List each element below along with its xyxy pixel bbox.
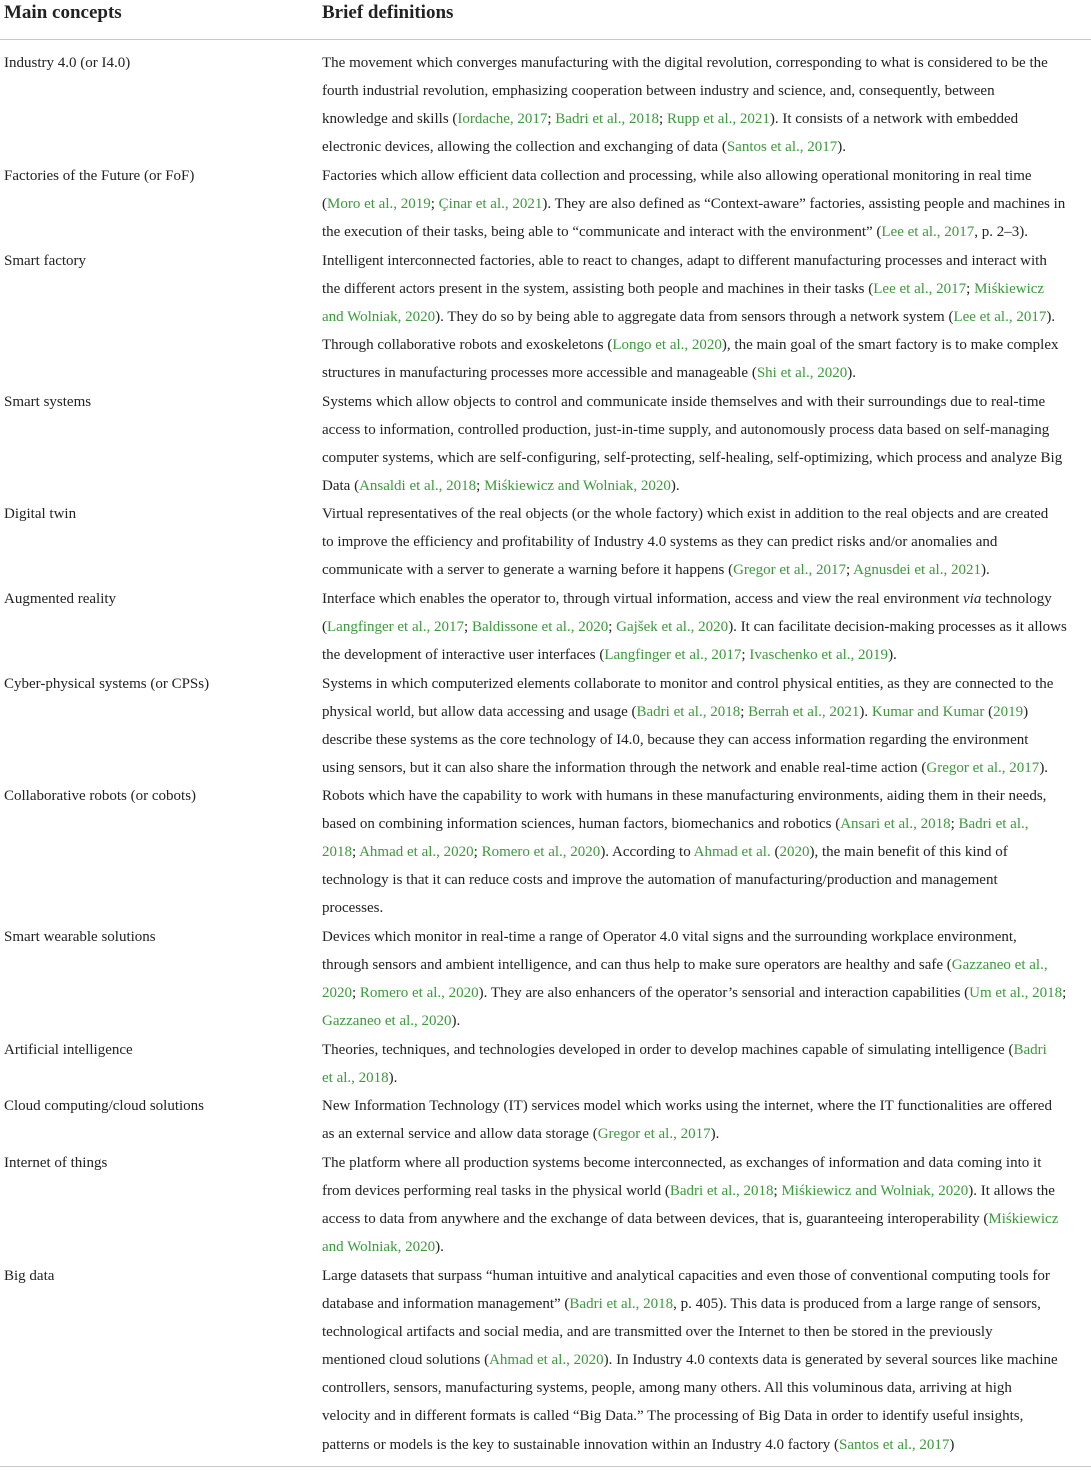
definition-line bbox=[322, 388, 1087, 416]
definition-line bbox=[322, 500, 1087, 528]
definition-line bbox=[322, 782, 1087, 810]
citation-link[interactable]: Langfinger et al., 2017 bbox=[327, 619, 465, 636]
citation-link[interactable]: Santos et al., 2017 bbox=[726, 139, 838, 156]
definition-line bbox=[322, 754, 1087, 782]
definition-line bbox=[322, 1318, 1087, 1346]
concept-cell: Cyber-physical systems (or CPSs) bbox=[4, 676, 210, 692]
definition-text: ). In Industry 4.0 contexts data is generated by several sources like machine bbox=[603, 1352, 1058, 1369]
definition-text: Through collaborative robots and exoskeletons ( bbox=[322, 337, 613, 354]
definition-line bbox=[322, 1402, 1087, 1430]
definition-line bbox=[322, 472, 1087, 500]
definition-text: ; bbox=[476, 478, 485, 495]
concept-cell: Internet of things bbox=[4, 1155, 108, 1171]
definition-line bbox=[322, 613, 1087, 641]
definition-line bbox=[322, 49, 1087, 77]
definition-text: ). bbox=[888, 647, 897, 664]
definition-text: database and information management” ( bbox=[322, 1296, 570, 1313]
definition-line bbox=[322, 444, 1087, 472]
definition-text: ). bbox=[1039, 760, 1049, 777]
definition-text: through sensors and ambient intelligence, and can thus help to make sure operators are healthy and safe ( bbox=[322, 957, 952, 974]
definition-line bbox=[322, 641, 1087, 669]
definition-text: ; bbox=[950, 816, 959, 833]
definition-text: fourth industrial revolution, emphasizing cooperation between industry and science, and, consequently, between bbox=[322, 83, 995, 100]
definition-text: ). bbox=[388, 1070, 398, 1087]
definition-text: New Information Technology (IT) services model which works using the internet, where the IT functionalities are offered bbox=[322, 1098, 1052, 1114]
definition-text: ). bbox=[451, 1013, 461, 1030]
definition-line bbox=[322, 923, 1087, 951]
definition-text: ; bbox=[547, 111, 556, 128]
concept-cell: Smart systems bbox=[4, 394, 92, 410]
definition-text: ). bbox=[847, 365, 856, 382]
definition-line bbox=[322, 303, 1087, 331]
concept-cell: Factories of the Future (or FoF) bbox=[4, 168, 195, 184]
definition-text: Systems which allow objects to control and communicate inside themselves and with their surroundings due to real-time bbox=[322, 394, 1046, 410]
citation-link[interactable]: Ahmad et al. bbox=[693, 844, 771, 861]
definition-line bbox=[322, 275, 1087, 303]
definition-text: to improve the efficiency and profitability of Industry 4.0 systems as they can predict risks and/or anomalies and bbox=[322, 534, 998, 551]
definition-text: access to information, controlled production, just-in-time supply, and autonomously process data based on self-managing bbox=[322, 422, 1050, 439]
definition-text: patterns or models is the key to sustainable innovation within an Industry 4.0 factory ( bbox=[322, 1436, 839, 1453]
table-bottom-rule bbox=[0, 1466, 1091, 1467]
definition-text: ). It consists of a network with embedded bbox=[769, 111, 1019, 128]
citation-link[interactable]: Ansaldi et al., 2018 bbox=[359, 478, 477, 495]
definition-line bbox=[322, 247, 1087, 275]
definition-text: ). bbox=[670, 478, 680, 495]
citation-link[interactable]: Shi et al., 2020 bbox=[756, 365, 848, 382]
citation-link[interactable]: Baldissone et al., 2020 bbox=[471, 619, 609, 636]
definition-text: Systems in which computerized elements collaborate to monitor and control physical entities, as they are connected to the bbox=[322, 676, 1054, 692]
definition-text: processes. bbox=[322, 900, 384, 917]
definition-text: , p. 2–3). bbox=[974, 224, 1029, 241]
definition-text: ; bbox=[966, 281, 975, 298]
definition-text: from devices performing real tasks in the physical world ( bbox=[322, 1183, 670, 1200]
definition-line bbox=[322, 162, 1087, 190]
definition-text: ). bbox=[710, 1126, 720, 1143]
definition-text: Theories, techniques, and technologies developed in order to develop machines capable of simulating intelligence ( bbox=[322, 1042, 1014, 1058]
definition-text: ). It can facilitate decision-making processes as it allows bbox=[728, 619, 1067, 636]
definition-text: structures in manufacturing processes more accessible and manageable ( bbox=[322, 365, 757, 382]
citation-link[interactable]: Iordache, 2017 bbox=[457, 111, 548, 128]
citation-link[interactable]: Lee et al., 2017 bbox=[881, 224, 975, 241]
definition-text: ; bbox=[473, 844, 482, 861]
definition-line bbox=[322, 979, 1087, 1007]
definition-text: ; bbox=[845, 562, 854, 579]
definition-cell bbox=[322, 670, 1087, 782]
definition-cell bbox=[322, 585, 1087, 669]
citation-link[interactable]: Gazzaneo et al., 2020 bbox=[322, 1013, 452, 1030]
definition-text: ; bbox=[740, 704, 749, 721]
definition-text: using sensors, but it can also share the information through the network and enable real-time action ( bbox=[322, 760, 927, 777]
definition-text: ). bbox=[1046, 309, 1056, 326]
citation-link[interactable]: Miśkiewicz and Wolniak, 2020 bbox=[781, 1183, 969, 1200]
citation-link[interactable]: et al., 2018 bbox=[322, 1070, 389, 1087]
definition-text: ; bbox=[352, 844, 360, 861]
definition-line bbox=[322, 1120, 1087, 1148]
definition-cell bbox=[322, 923, 1087, 1035]
definition-text: Interface which enables the operator to, through virtual information, access and view the real environment bbox=[322, 591, 964, 607]
definition-line bbox=[322, 585, 1087, 613]
definition-line bbox=[322, 1262, 1087, 1290]
definition-text: ; bbox=[352, 985, 360, 1002]
italic-text: via bbox=[963, 591, 982, 607]
definition-line bbox=[322, 866, 1087, 894]
definition-text: ). It allows the bbox=[968, 1183, 1055, 1200]
definition-line bbox=[322, 1149, 1087, 1177]
citation-link[interactable]: Badri bbox=[1013, 1042, 1047, 1058]
definition-text: ( bbox=[984, 704, 994, 721]
definition-text: Large datasets that surpass “human intuitive and analytical capacities and even those of conventional computing tools for bbox=[322, 1268, 1050, 1284]
definition-text: technology bbox=[981, 591, 1052, 607]
definition-text: the different actors present in the system, assisting both people and machines in their tasks ( bbox=[322, 281, 874, 298]
definition-text: ), the main benefit of this kind of bbox=[809, 844, 1008, 861]
definition-text: ( bbox=[770, 844, 780, 861]
citation-link[interactable]: Berrah et al., 2021 bbox=[748, 704, 860, 721]
definition-line bbox=[322, 1346, 1087, 1374]
definition-line bbox=[322, 528, 1087, 556]
citation-link[interactable]: Ansari et al., 2018 bbox=[840, 816, 951, 833]
definition-text: ). They are also defined as “Context-aware” factories, assisting people and machines in bbox=[542, 196, 1066, 213]
concept-cell: Collaborative robots (or cobots) bbox=[4, 788, 197, 804]
definition-text: ) bbox=[1023, 704, 1029, 721]
definition-text: The movement which converges manufacturing with the digital revolution, corresponding to what is considered to be the bbox=[322, 55, 1048, 71]
citation-link[interactable]: Ahmad et al., 2020 bbox=[489, 1352, 604, 1369]
definition-cell bbox=[322, 1036, 1087, 1092]
citation-link[interactable]: 2020 bbox=[779, 844, 810, 861]
definition-cell bbox=[322, 1149, 1087, 1261]
citation-link[interactable]: Badri et al., 2018 bbox=[569, 1296, 674, 1313]
citation-link[interactable]: Badri et al., bbox=[958, 816, 1029, 833]
definition-cell bbox=[322, 247, 1087, 387]
definition-text: ) bbox=[949, 1436, 955, 1453]
definition-line bbox=[322, 1092, 1087, 1120]
citation-link[interactable]: 2018 bbox=[322, 844, 352, 861]
citation-link[interactable]: Kumar and Kumar bbox=[871, 704, 985, 721]
definition-line bbox=[322, 359, 1087, 387]
citation-link[interactable]: Ivaschenko et al., 2019 bbox=[749, 647, 889, 664]
definition-cell bbox=[322, 1092, 1087, 1148]
citation-link[interactable]: Romero et al., 2020 bbox=[481, 844, 601, 861]
citation-link[interactable]: Miśkiewicz bbox=[974, 281, 1045, 298]
concept-cell: Smart wearable solutions bbox=[4, 929, 156, 945]
definition-line bbox=[322, 331, 1087, 359]
definition-line bbox=[322, 190, 1087, 218]
definition-line bbox=[322, 894, 1087, 922]
citation-link[interactable]: Gregor et al., 2017 bbox=[597, 1126, 711, 1143]
citation-link[interactable]: Gajšek et al., 2020 bbox=[616, 619, 729, 636]
definition-text: ). bbox=[859, 704, 872, 721]
citation-link[interactable]: Romero et al., 2020 bbox=[359, 985, 479, 1002]
definition-text: velocity and in different formats is called “Big Data.” The processing of Big Data in order to identify useful insights, bbox=[322, 1408, 1024, 1425]
definition-text: as an external service and allow data storage ( bbox=[322, 1126, 598, 1143]
citation-link[interactable]: Ahmad et al., 2020 bbox=[359, 844, 474, 861]
definition-line bbox=[322, 951, 1087, 979]
definition-line bbox=[322, 1205, 1087, 1233]
header-main-concepts: Main concepts bbox=[4, 2, 122, 23]
definition-text: ). bbox=[980, 562, 990, 579]
definition-text: Intelligent interconnected factories, able to react to changes, adapt to different manufacturing processes and interact with bbox=[322, 253, 1047, 269]
citation-link[interactable]: Miśkiewicz and Wolniak, 2020 bbox=[484, 478, 671, 495]
citation-link[interactable]: Badri et al., 2018 bbox=[555, 111, 660, 128]
definition-text: ; bbox=[659, 111, 667, 128]
definition-cell bbox=[322, 162, 1087, 246]
definition-text: ; bbox=[608, 619, 617, 636]
header-brief-definitions: Brief definitions bbox=[322, 2, 454, 23]
citation-link[interactable]: and Wolniak, 2020 bbox=[322, 309, 436, 326]
definition-cell bbox=[322, 1262, 1087, 1459]
citation-link[interactable]: Gregor et al., 2017 bbox=[733, 562, 846, 579]
definition-text: The platform where all production systems become interconnected, as exchanges of information and data coming into it bbox=[322, 1155, 1042, 1171]
citation-link[interactable]: Badri et al., 2018 bbox=[669, 1183, 774, 1200]
definition-text: ). They do so by being able to aggregate data from sensors through a network system ( bbox=[435, 309, 954, 326]
definition-line bbox=[322, 1177, 1087, 1205]
definition-text: ), the main goal of the smart factory is to make complex bbox=[721, 337, 1059, 354]
definition-text: ). bbox=[837, 139, 846, 156]
definition-line bbox=[322, 105, 1087, 133]
definition-line bbox=[322, 77, 1087, 105]
definition-text: physical world, but allow data accessing and usage ( bbox=[322, 704, 637, 721]
definition-line bbox=[322, 1290, 1087, 1318]
citation-link[interactable]: Miśkiewicz bbox=[988, 1211, 1059, 1228]
definition-line bbox=[322, 556, 1087, 584]
definition-line bbox=[322, 133, 1087, 161]
definition-line bbox=[322, 670, 1087, 698]
definition-text: the execution of their tasks, being able to “communicate and interact with the environment” ( bbox=[322, 224, 882, 241]
definition-line bbox=[322, 1064, 1087, 1092]
definition-text: the development of interactive user interfaces ( bbox=[322, 647, 605, 664]
definition-text: controllers, sensors, manufacturing systems, people, among many others. All this voluminous data, arriving at high bbox=[322, 1380, 1012, 1397]
definition-line bbox=[322, 1431, 1087, 1459]
citation-link[interactable]: Çinar et al., 2021 bbox=[438, 196, 543, 213]
definition-text: Virtual representatives of the real objects (or the whole factory) which exist in addition to the real objects and are created bbox=[322, 506, 1049, 522]
definition-cell bbox=[322, 500, 1087, 584]
definition-line bbox=[322, 1374, 1087, 1402]
definition-text: ). According to bbox=[600, 844, 694, 861]
citation-link[interactable]: and Wolniak, 2020 bbox=[322, 1239, 436, 1256]
definition-text: ; bbox=[464, 619, 472, 636]
definition-cell bbox=[322, 49, 1087, 161]
definition-line bbox=[322, 1233, 1087, 1261]
definition-text: Robots which have the capability to work with humans in these manufacturing environments, aiding them in their needs, bbox=[322, 788, 1047, 804]
definition-text: electronic devices, allowing the collection and exchanging of data ( bbox=[322, 139, 727, 156]
definition-cell bbox=[322, 782, 1087, 922]
definition-line bbox=[322, 416, 1087, 444]
definition-text: ( bbox=[322, 196, 327, 213]
definition-text: technological artifacts and social media, and are transmitted over the Internet to then be stored in the previously bbox=[322, 1324, 993, 1341]
definition-text: based on combining information sciences, human factors, biomechanics and robotics ( bbox=[322, 816, 841, 833]
concept-cell: Augmented reality bbox=[4, 591, 117, 607]
definition-text: ; bbox=[741, 647, 750, 664]
definition-text: Data ( bbox=[322, 478, 360, 495]
definition-line bbox=[322, 726, 1087, 754]
definition-text: ; bbox=[773, 1183, 782, 1200]
definition-text: computer systems, which are self-configuring, self-protecting, self-healing, self-optimizing, which process and analyze Big bbox=[322, 450, 1063, 467]
definition-text: ; bbox=[1062, 985, 1067, 1002]
definition-line bbox=[322, 1036, 1087, 1064]
concept-cell: Cloud computing/cloud solutions bbox=[4, 1098, 205, 1114]
table-header bbox=[0, 0, 1091, 40]
citation-link[interactable]: Rupp et al., 2021 bbox=[666, 111, 770, 128]
citation-link[interactable]: Gregor et al., 2017 bbox=[926, 760, 1040, 777]
citation-link[interactable]: Badri et al., 2018 bbox=[636, 704, 741, 721]
definition-line bbox=[322, 1007, 1087, 1035]
citation-link[interactable]: Gazzaneo et al., bbox=[951, 957, 1048, 974]
concept-cell: Artificial intelligence bbox=[4, 1042, 133, 1058]
definition-text: ; bbox=[430, 196, 439, 213]
concept-cell: Digital twin bbox=[4, 506, 77, 522]
citation-link[interactable]: 2019 bbox=[993, 704, 1024, 721]
definition-text: communicate with a server to generate a warning before it happens ( bbox=[322, 562, 734, 579]
definition-text: , p. 405). This data is produced from a large range of sensors, bbox=[673, 1296, 1041, 1313]
definition-text: Factories which allow efficient data collection and processing, while also allowing operational monitoring in real time bbox=[322, 168, 1032, 184]
citation-link[interactable]: Langfinger et al., 2017 bbox=[604, 647, 742, 664]
definition-line bbox=[322, 218, 1087, 246]
definition-line bbox=[322, 698, 1087, 726]
definition-text: ). bbox=[435, 1239, 444, 1256]
citation-link[interactable]: Lee et al., 2017 bbox=[873, 281, 967, 298]
citation-link[interactable]: 2020 bbox=[322, 985, 352, 1002]
definition-cell bbox=[322, 388, 1087, 500]
definition-line bbox=[322, 838, 1087, 866]
definition-text: knowledge and skills ( bbox=[322, 111, 458, 128]
definition-text: Devices which monitor in real-time a range of Operator 4.0 vital signs and the surrounding workplace environment, bbox=[322, 929, 1017, 945]
concept-cell: Smart factory bbox=[4, 253, 87, 269]
definition-text: describe these systems as the core technology of I4.0, because they can access information regarding the environment bbox=[322, 732, 1029, 749]
citation-link[interactable]: Moro et al., 2019 bbox=[327, 196, 431, 213]
citation-link[interactable]: Lee et al., 2017 bbox=[953, 309, 1047, 326]
citation-link[interactable]: Longo et al., 2020 bbox=[612, 337, 722, 354]
definition-text: ( bbox=[322, 619, 327, 636]
definition-text: access to data from anywhere and the exchange of data between devices, that is, guaranteeing interoperability ( bbox=[322, 1211, 989, 1228]
definition-text: technology is that it can reduce costs and improve the automation of manufacturing/production and management bbox=[322, 872, 998, 889]
concept-cell: Industry 4.0 (or I4.0) bbox=[4, 55, 131, 71]
definition-text: ). They are also enhancers of the operator’s sensorial and interaction capabilities ( bbox=[478, 985, 970, 1002]
definition-text: mentioned cloud solutions ( bbox=[322, 1352, 490, 1369]
definition-line bbox=[322, 810, 1087, 838]
citation-link[interactable]: Um et al., 2018 bbox=[969, 985, 1063, 1002]
concept-cell: Big data bbox=[4, 1268, 55, 1284]
citation-link[interactable]: Agnusdei et al., 2021 bbox=[853, 562, 981, 579]
citation-link[interactable]: Santos et al., 2017 bbox=[838, 1436, 950, 1453]
